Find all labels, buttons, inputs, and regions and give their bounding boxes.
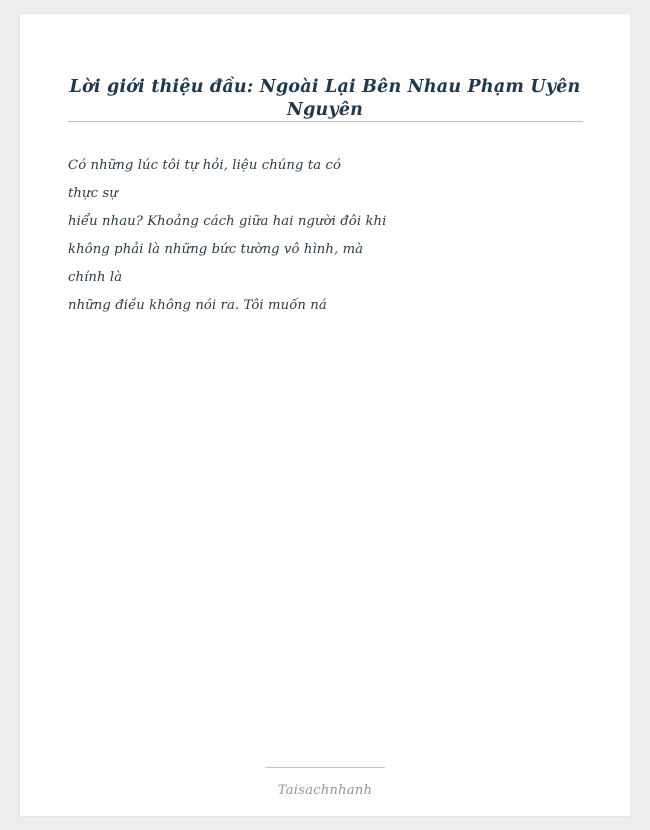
footer-divider [265, 767, 385, 768]
body-line: hiểu nhau? Khoảng cách giữa hai người đôi khi [68, 214, 387, 229]
body-line: Có những lúc tôi tự hỏi, liệu chúng ta có [68, 158, 341, 173]
document-page [20, 14, 630, 816]
footer-watermark: Taisachnhanh [277, 783, 373, 798]
body-line: không phải là những bức tường vô hình, mà [68, 242, 364, 257]
body-line: thực sự [68, 186, 118, 201]
document-body [68, 152, 568, 320]
page-title: Lời giới thiệu đầu: Ngoài Lại Bên Nhau Phạm Uyên Nguyên [69, 77, 581, 120]
body-line: những điều không nói ra. Tôi muốn ná [68, 298, 327, 313]
document-content [20, 14, 630, 816]
body-line: chính là [68, 270, 123, 285]
title-divider [68, 121, 583, 122]
